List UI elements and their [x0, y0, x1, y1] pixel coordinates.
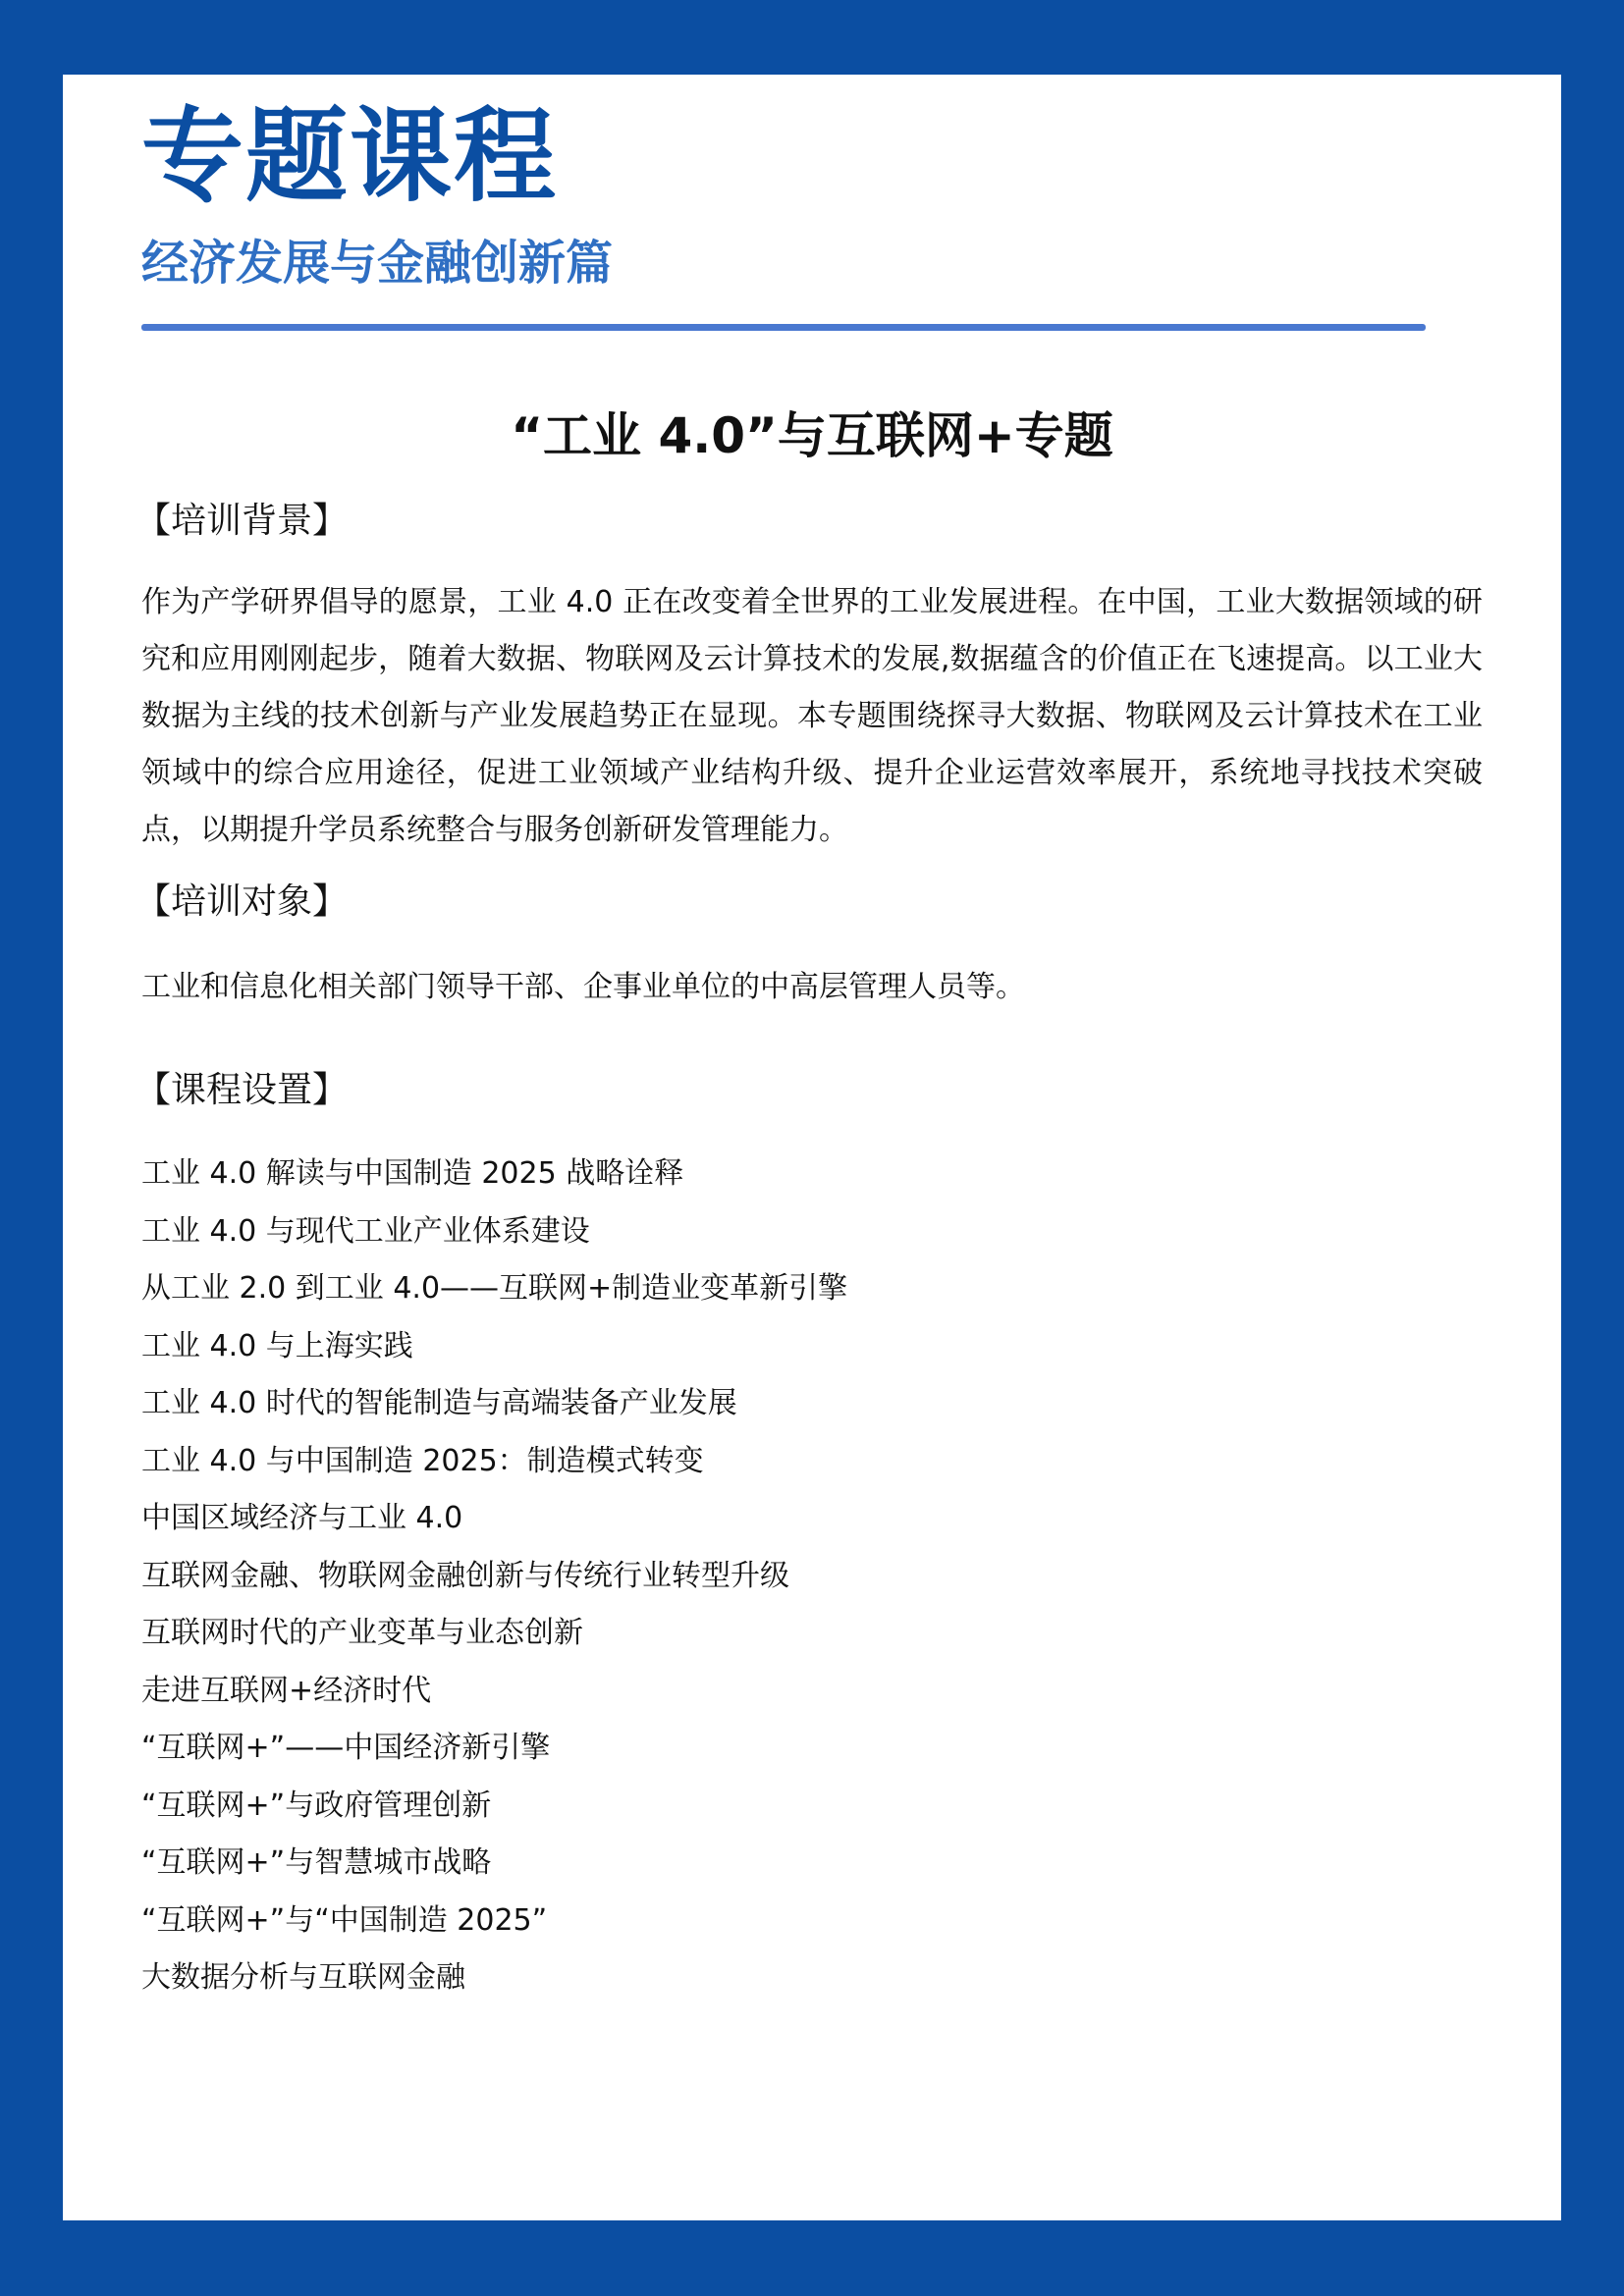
course-item: 从工业 2.0 到工业 4.0——互联网+制造业变革新引擎 [141, 1271, 848, 1306]
section-heading-target: 【培训对象】 [135, 881, 349, 922]
course-item: 互联网金融、物联网金融创新与传统行业转型升级 [141, 1558, 789, 1593]
course-list [141, 1146, 1483, 2007]
background-paragraph: 作为产学研界倡导的愿景，工业 4.0 正在改变着全世界的工业发展进程。在中国，工业大数据领域的研究和应用刚刚起步，随着大数据、物联网及云计算技术的发展,数据蕴含的价值正在飞速提高。以工业大数据为主线的技术创新与产业发展趋势正在显现。本专题围绕探寻大数据、物联网及云计算技术在工业领域中的综合应用途径，促进工业领域产业结构升级、提升企业运营效率展开，系统地寻找技术突破点，以期提升学员系统整合与服务创新研发管理能力。 [141, 585, 1483, 847]
course-item: 工业 4.0 与现代工业产业体系建设 [141, 1213, 590, 1249]
page-content [135, 94, 1483, 2007]
page-sheet [63, 75, 1561, 2220]
course-item: “互联网+”——中国经济新引擎 [141, 1731, 551, 1765]
title-divider [141, 324, 1426, 331]
section-heading-background: 【培训背景】 [135, 501, 349, 541]
course-item: “互联网+”与“中国制造 2025” [141, 1902, 548, 1938]
course-item: 互联网时代的产业变革与业态创新 [141, 1616, 583, 1650]
course-item: 工业 4.0 与中国制造 2025：制造模式转变 [141, 1443, 704, 1478]
section-heading-courses: 【课程设置】 [135, 1070, 349, 1110]
course-item: “互联网+”与政府管理创新 [141, 1788, 492, 1823]
course-item: 大数据分析与互联网金融 [141, 1960, 465, 1995]
main-title: 专题课程 [141, 96, 559, 216]
course-item: 工业 4.0 解读与中国制造 2025 战略诠释 [141, 1156, 684, 1191]
course-item: “互联网+”与智慧城市战略 [141, 1845, 492, 1880]
course-item: 走进互联网+经济时代 [141, 1673, 432, 1708]
course-item: 工业 4.0 时代的智能制造与高端装备产业发展 [141, 1386, 737, 1420]
course-item: 工业 4.0 与上海实践 [141, 1328, 413, 1363]
sub-title: 经济发展与金融创新篇 [141, 236, 614, 291]
course-item: 中国区域经济与工业 4.0 [141, 1501, 463, 1535]
document-title: “工业 4.0”与互联网+专题 [511, 407, 1113, 464]
target-paragraph: 工业和信息化相关部门领导干部、企事业单位的中高层管理人员等。 [141, 970, 1025, 1004]
